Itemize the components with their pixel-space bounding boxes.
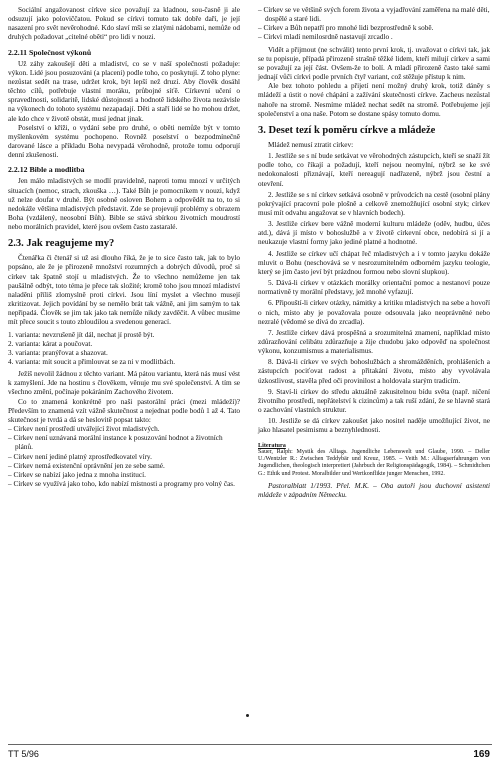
list-item: 2. varianta: kárat a poučovat. <box>8 339 93 348</box>
decorative-dot <box>246 714 249 717</box>
dash-list <box>258 6 490 43</box>
thesis-item: 10. Jestliže se dá církev zakoušet jako nositel naděje umožňující život, ne jako hlasatel pesimismu a beznyhlednosti. <box>258 417 490 435</box>
list-item: 3. varianta: pranýřovat a shazovat. <box>8 348 108 357</box>
section-heading-2-3: 2.3. Jak reagujeme my? <box>8 238 115 250</box>
paragraph: Už záhy zakoušejí děti a mladiství, co se v naší společnosti požaduje: výkon. Lidé jsou posuzováni (a placeni) podle toho, co poskytují. Z toho plyne: nezůstat sedět na trase, udržet krok, být lepší než druzí. Aby člověk dosáhl těchto cílů, potřebuje vlastní moráku, průbojné síťě. Církevní učení o spravedlnosti, solidaritě, lidské důstojnosti a hodnotě lidského života nezávisle na výkonech do tohoto systému nezapadají. Děti a staří lidé se ho mohou držet, ale kdo chce v životě obstát, musí jednat jinak. <box>8 59 240 123</box>
left-column <box>8 6 240 489</box>
section-heading-2-2-12: 2.2.12 Bible a modlitba <box>8 165 85 175</box>
footer-divider <box>8 744 492 745</box>
literature-list: Sauer, Ralph: Mystik des Alltags. Jugendliche Lebenswelt und Glaube, 1990. – Deller U./Wentzler R.: Zwischen Teddybär und Kreuz, 1985. – Veith M.: Alltagserfahrungen von Jugendlichen, theologisch interpretiert (Jahrbuch der Religionspädagogik, 1984). – Schmidtchen G.: Ethik und Protest. Moralbilder und Wertkonflikte junger Menschen, 1992. <box>258 448 490 477</box>
list-item: – Církev a Bůh nepatří pro mnohé lidi bezprostředně k sobě. <box>258 24 434 33</box>
page-number: 169 <box>473 749 490 760</box>
section-heading-2-2-11: 2.2.11 Společnost výkonů <box>8 47 92 57</box>
thesis-item: 7. Jestliže církev dává prospěšná a srozumitelná znamení, například místo zdůrazňování celibátu zdůrazňuje a žije chudobu jako odpověď na společnost výkonu, konzumismus a materialismus. <box>258 328 490 356</box>
list-item: – Církev se nabízí jako jedna z mnoha institucí. <box>8 470 146 479</box>
thesis-item: 9. Staví-li církev do středu aktuálně zakusitelnou bídu světa (např. ničení životního prostředí, nepřátelství k cizincům) a tak ruší zdání, že se hlavně stará o zachování vlastních struktur. <box>258 387 490 415</box>
paragraph: Poselství o kříži, o vydání sebe pro druhé, o oběti nemůže být v tomto myšlenkovém systému pochopeno. Rovněž poselství o bezpodmínečně darované lásce a příkladu Boha nevypadá věrohodně, protože tomu odporují denní zkušenosti. <box>8 123 240 160</box>
paragraph: Ale bez tohoto pohledu a přijetí není možný druhý krok, totiž dáněy s mládeží a ústit o nové chápání a zažívání skutečnosti církve. Zacheus nezůstal nahoře na stromě. Nesmíme mládež nechat sedět na stromě. Potřebujeme její společenství a ona naše. Potom se dostane spásy tomuto domu. <box>258 82 490 118</box>
theses-list <box>258 152 490 436</box>
list-item: – Církev není jediné platný zprostředkovatel víry. <box>8 452 152 461</box>
thesis-item: 8. Dává-li církev ve svých bohoslužbách a shromážděních, prohlášeních a zástupcích pociťovat radost a přitakání životu, místo aby vyvolávala úzkostlivost, stavěla před oči provinilost a holdovala starým tradicím. <box>258 358 490 385</box>
thesis-item: 1. Jestliže se s ní bude setkávat ve věrohodných zástupcích, kteří se snaží žít podle toho, co říkají a požadují, kteří nejsou neomylní, nýbrž se ke své nedokonalosti přiznávají, kteří nereagují nadřazeně, nýbrž jsou čestní a otevření. <box>258 152 490 188</box>
thesis-item: 6. Připouští-li církev otázky, námitky a kritiku mladistvých na sebe a hovoří o nich, místo aby je považovala pouze odsouvala jako neoprávněné nebo nezralé (vědomé se dívá do zrcadla). <box>258 299 490 326</box>
right-column <box>258 6 490 501</box>
paragraph: Co to znamená konkrétně pro naši pastorální práci (mezi mládeží)? Především to znamená vzít vážně skutečnost a nejednat podle bodů 1 až 4. Tato skutečnost je tvrdá a dá se heslovitě popsat takto: <box>8 397 240 424</box>
thesis-item: 2. Jestliže se s ní církev setkává osobně v průvodcích na cestě (osobní plány pokrývající pracovní pole plošně a celkově znemožňující osobní styk; církev musí mít odvahu angažovat se v hlavních bodech). <box>258 190 490 217</box>
paragraph: Vidět a přijmout (ne schválit) tento první krok, tj. uvažovat o církvi tak, jak se tu popisuje, případá přirozeně strašně těžké lidem, kteří milují církev a sami se považují za její část. Ovšem-že to bolí. A mladí přirozeně často také sami jednají vůči církvi podle prvních čtyř variant, což stěžuje přístup k nim. <box>258 45 490 82</box>
paragraph: Ježíš nevolil žádnou z těchto variant. Má pátou variantu, která nás musí vést k zamyšlení. Jde na hostinu s člověkem, věnuje mu své společenství. A tím se všechno změní, počínaje pokáráním Zachového životem. <box>8 370 240 397</box>
list-item: 4. varianta: mít soucit a přimlouvat se za ni v modlitbách. <box>8 358 176 366</box>
paragraph: Jen málo mladistvých se modlí pravidelně, naproti tomu mnozí v určitých situacích (nemoc, strach, zkouška …). Také Bůh je pomocníkem v nouzi, když už nelze doufat v druhé. Být osobně osloven Bohem a odpovědět na to, to si nedokáže většina mladistvých představit. Zde se projevují problémy s obrazem Boha (vzdálený, neosobní Bůh). Bible se stává sbírkou životních moudrostí nebo morálních pravidel, které jsou ovšem často zastaralé. <box>8 177 240 232</box>
thesis-item: 5. Dává-li církev v otázkách morálky orientační pomoc a nestanoví pouze normativně ty morální představy, jež mnohé vyfazují. <box>258 279 490 297</box>
list-item: – Církev se ve většině svých forem života a vyjadřování zaměřena na malé děti, dospělé a staré lidi. <box>258 6 490 24</box>
list-item: 1. varianta: nevzrušeně jít dál, nechat jí prostě být. <box>8 330 155 339</box>
page-footer <box>0 749 500 763</box>
paragraph: Sociální angažovanost církve sice považují za kladnou, sou-časně ji ale odsuzují jako poloviččatou. Pokud se církvi tomuto tak dobře daří, je její nasazení pro svět nevěrohodné. Kdo slaví mši se zlatými nádobami, nemůže od druhých požadovat „citelné oběti“ pro lidi v nouzi. <box>8 6 240 42</box>
theses-intro: Mládež nemusí ztratit církev: <box>268 140 354 149</box>
list-item: – Církev se využívá jako toho, kdo nabízí místnosti a programy pro volný čas. <box>8 480 235 489</box>
source-note: Pastoralblatt 1/1993. Přel. M.K. – Oba autoři jsou duchovní asistenti mládeže v západním Německu. <box>258 482 490 500</box>
thesis-item: 3. Jestliže církev bere vážně moderní kulturu mládeže (oděv, hudbu, účes atd.), dává jí místo v bohoslužbě a v životě církevní obce, nedobírá si jí a neukazuje vlastní formy jako jediné platné a hodnotné. <box>258 220 490 247</box>
issue-label: TT 5/96 <box>8 749 39 759</box>
section-heading-3: 3. Deset tezí k poměru církve a mládeže <box>258 124 436 136</box>
dash-list <box>8 425 240 489</box>
thesis-item: 4. Jestliže se církev učí chápat řeč mladistvých a i v tomto jazyku dokáže mluvit o Bohu (neschovává se v nesrozumitelném odborném jazyku teologie, který se jim často jeví být prázdnou formou nebo slovní slupkou). <box>258 249 490 276</box>
paragraph: Čtenářka či čtenář si už asi dlouho říká, že je to sice často tak, jak to bylo popsáno, ale že je přirozeně množství rozumných a dobrých důvodů, proč si církev tak špatně stojí u mladistvých. Že to všechno nemůžeme jen tak paušálně odbýt, toto téma je přece tak složité; kromě toho jsou mnozí mladiství naladěni příliš zlomyslně proti církvi. Jsou líní myslet a všechno musejí zkritizovat. Jejich povídání by se nemělo brát tak vážně, ani jim samým to tak nepřipadá. Člověk se jim tak jako tak nemůže nikdy zavděčit. A vůbec musíme mít přece soucit s touto zbloudilou a svedenou generací. <box>8 254 240 327</box>
literature-heading: Literatura <box>258 441 286 449</box>
list-item: – Církev není prostředí utvářející život mladistvých. <box>8 425 160 434</box>
list-item: – Církvi mladí nemilosrdně nastavují zrcadlo . <box>258 33 393 42</box>
list-item: – Církev není uznávaná morální instance k posuzování hodnot a životních plánů. <box>8 434 223 452</box>
variant-list <box>8 331 240 368</box>
list-item: – Církev nemá existenční oprávnění jen ze sebe samé. <box>8 461 165 470</box>
